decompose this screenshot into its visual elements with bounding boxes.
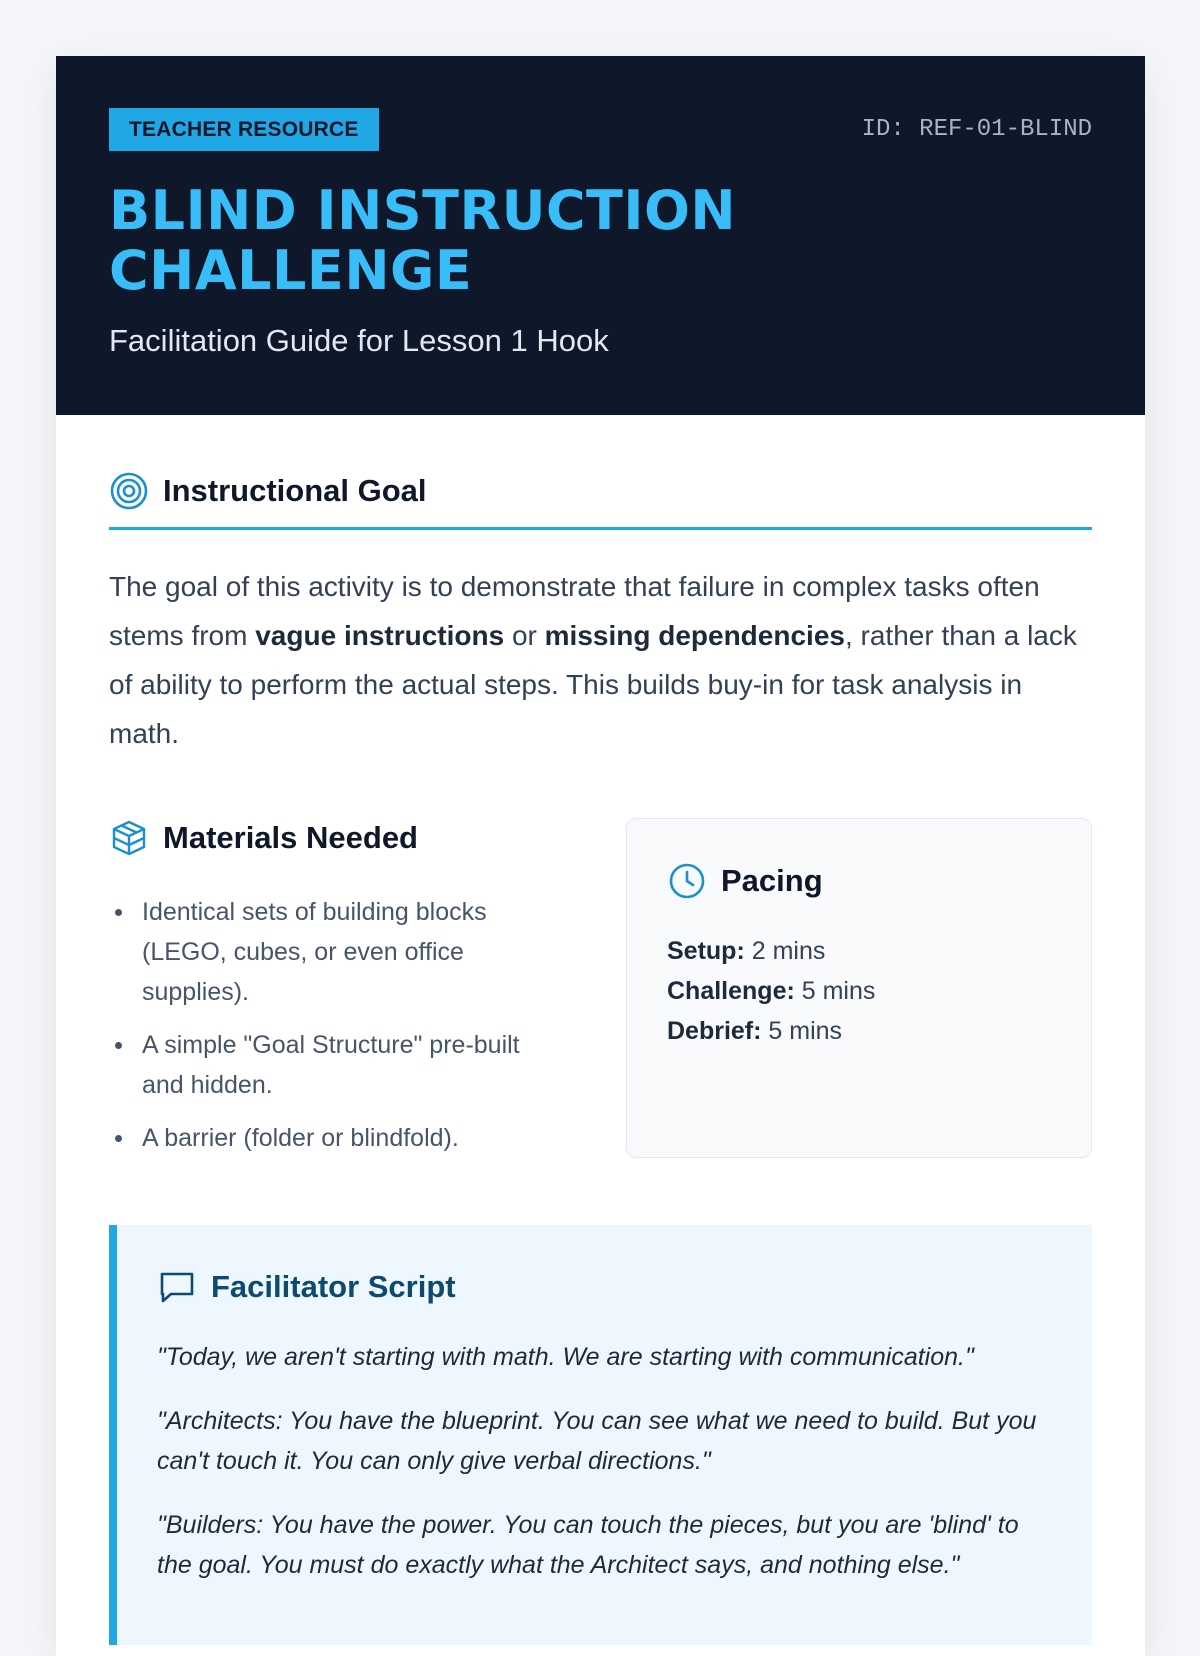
list-item: A simple "Goal Structure" pre-built and hidden. bbox=[109, 1025, 549, 1105]
pacing-label: Challenge: bbox=[667, 977, 795, 1005]
clock-icon bbox=[667, 861, 707, 901]
target-icon bbox=[109, 471, 149, 511]
pacing-label: Setup: bbox=[667, 937, 745, 965]
goal-text-part: The goal of this activity is to demonstrate that failure in complex tasks often stems from bbox=[109, 571, 1040, 651]
pacing-label: Debrief: bbox=[667, 1017, 762, 1045]
resource-badge: TEACHER RESOURCE bbox=[109, 108, 379, 151]
speech-bubble-icon bbox=[157, 1267, 197, 1307]
pacing-value: 2 mins bbox=[744, 937, 826, 965]
main-content bbox=[56, 415, 1145, 1645]
pacing-row-challenge bbox=[667, 971, 1051, 1011]
materials-pacing-row bbox=[109, 818, 1092, 1171]
goal-heading: Instructional Goal bbox=[163, 473, 427, 508]
page-subtitle: Facilitation Guide for Lesson 1 Hook bbox=[109, 323, 609, 358]
materials-list bbox=[109, 892, 549, 1158]
script-line: "Architects: You have the blueprint. You can see what we need to build. But you can't touch it. You can only give verbal directions." bbox=[157, 1407, 1037, 1475]
header-banner bbox=[56, 56, 1145, 415]
pacing-row-debrief bbox=[667, 1011, 1051, 1051]
goal-emphasis-dependencies: missing dependencies bbox=[544, 620, 845, 651]
script-heading: Facilitator Script bbox=[211, 1269, 456, 1304]
resource-page bbox=[56, 56, 1145, 1656]
materials-heading-row bbox=[109, 818, 549, 858]
list-item: A barrier (folder or blindfold). bbox=[109, 1118, 549, 1158]
materials-section bbox=[109, 818, 549, 1171]
script-line: "Today, we aren't starting with math. We are starting with communication." bbox=[157, 1343, 974, 1371]
pacing-value: 5 mins bbox=[761, 1017, 843, 1045]
list-item: Identical sets of building blocks (LEGO, cubes, or even office supplies). bbox=[109, 892, 549, 1012]
goal-heading-row bbox=[109, 471, 1092, 530]
materials-heading: Materials Needed bbox=[163, 820, 418, 855]
page-title: BLIND INSTRUCTION CHALLENGE bbox=[109, 179, 737, 302]
goal-text-part: or bbox=[504, 620, 545, 651]
facilitator-script-section bbox=[109, 1225, 1092, 1645]
document-id: ID: REF-01-BLIND bbox=[861, 116, 1092, 143]
instructional-goal-section bbox=[109, 471, 1092, 758]
pacing-card bbox=[626, 818, 1092, 1158]
pacing-value: 5 mins bbox=[794, 977, 876, 1005]
pacing-heading: Pacing bbox=[721, 863, 823, 898]
box-icon bbox=[109, 818, 149, 858]
pacing-rows bbox=[667, 931, 1051, 1051]
script-heading-row bbox=[157, 1267, 1052, 1307]
goal-text-part: , rather than a lack of ability to perform the actual steps. This builds buy-in for task analysis in math. bbox=[109, 620, 1077, 749]
pacing-heading-row bbox=[667, 861, 1051, 901]
goal-emphasis-vague: vague instructions bbox=[255, 620, 505, 651]
goal-paragraph bbox=[109, 562, 1092, 758]
pacing-row-setup bbox=[667, 931, 1051, 971]
script-line: "Builders: You have the power. You can touch the pieces, but you are 'blind' to the goal. You must do exactly what the Architect says, and nothing else." bbox=[157, 1511, 1019, 1579]
